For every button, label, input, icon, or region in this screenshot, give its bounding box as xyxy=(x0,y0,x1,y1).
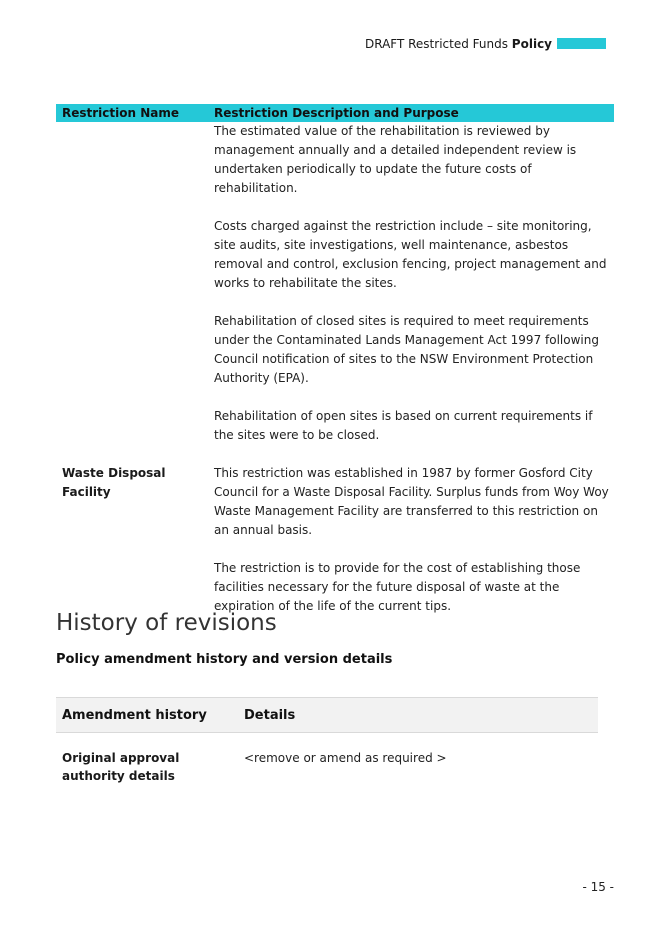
restrictions-table xyxy=(56,104,614,635)
section-title: History of revisions xyxy=(56,610,277,636)
description-paragraph: The restriction is to provide for the cost of establishing those facilities necessary for the future disposal of waste at the expiration of the life of the current tips. xyxy=(214,561,581,613)
header-accent-bar xyxy=(557,38,606,49)
header-restriction-description: Restriction Description and Purpose xyxy=(214,106,459,120)
history-label-cell: Original approval authority details xyxy=(62,751,180,783)
header-amendment-history: Amendment history xyxy=(62,707,207,723)
history-details-cell: <remove or amend as required > xyxy=(244,751,447,765)
header-title-bold: Policy xyxy=(511,37,552,51)
restrictions-table-header xyxy=(56,104,614,122)
history-table xyxy=(56,697,598,785)
document-header-title xyxy=(365,37,552,51)
restriction-name-cell xyxy=(56,122,208,464)
section-subtitle: Policy amendment history and version details xyxy=(56,652,393,667)
description-paragraph: This restriction was established in 1987 by former Gosford City Council for a Waste Disposal Facility. Surplus funds from Woy Woy Waste Management Facility are transferred to this restriction on an annual basis. xyxy=(214,466,609,537)
restriction-name-cell: Waste Disposal Facility xyxy=(62,466,166,499)
page-number: - 15 - xyxy=(582,880,614,894)
description-paragraph: Rehabilitation of closed sites is required to meet requirements under the Contaminated Lands Management Act 1997 following Council notification of sites to the NSW Environment Protection Authority (EPA). xyxy=(214,314,599,385)
header-title-prefix: DRAFT Restricted Funds xyxy=(364,37,512,51)
description-paragraph: Rehabilitation of open sites is based on current requirements if the sites were to be closed. xyxy=(214,409,593,442)
table-row xyxy=(56,122,614,464)
description-paragraph: Costs charged against the restriction include – site monitoring, site audits, site investigations, well maintenance, asbestos removal and control, exclusion fencing, project management and works to rehabilitate the sites. xyxy=(214,219,607,290)
history-table-header xyxy=(56,697,598,733)
description-paragraph: The estimated value of the rehabilitation is reviewed by management annually and a detailed independent review is undertaken periodically to update the future costs of rehabilitation. xyxy=(214,124,577,195)
header-restriction-name: Restriction Name xyxy=(62,106,179,120)
table-row xyxy=(56,733,598,785)
header-details: Details xyxy=(244,707,296,723)
restriction-description-cell xyxy=(208,122,614,464)
